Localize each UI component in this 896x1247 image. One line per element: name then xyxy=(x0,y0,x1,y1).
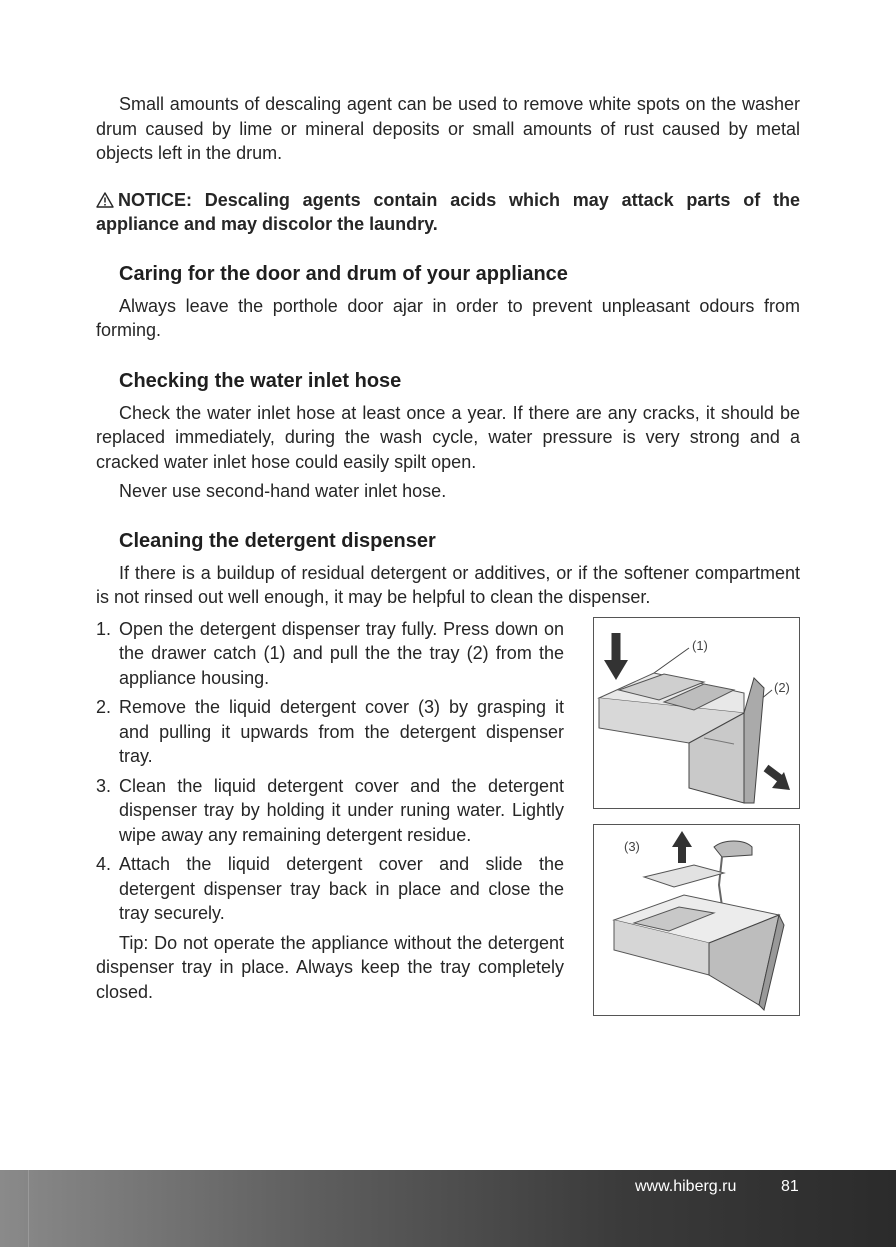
list-item xyxy=(96,617,564,691)
notice-text: NOTICE: Descaling agents contain acids which may attack parts of the appliance and may discolor the laundry. xyxy=(96,189,800,234)
notice-paragraph xyxy=(96,188,800,237)
list-item xyxy=(96,774,564,848)
list-item xyxy=(96,695,564,769)
steps-column xyxy=(96,617,564,1005)
warning-icon xyxy=(96,190,114,206)
step-text: Attach the liquid detergent cover and slide the detergent dispenser tray back in place and close the tray securely. xyxy=(119,854,564,923)
step-number: 2. xyxy=(96,697,112,717)
intro-paragraph: Small amounts of descaling agent can be used to remove white spots on the washer drum caused by lime or mineral deposits or small amounts of rust caused by metal objects left in the drum. xyxy=(96,94,800,163)
label-2: (2) xyxy=(774,679,790,695)
steps-section xyxy=(96,617,800,1005)
hose-text-1: Check the water inlet hose at least once a year. If there are any cracks, it should be replaced immediately, during the wash cycle, water pressure is very strong and a cracked water inlet hose could easily spilt open. xyxy=(96,402,800,472)
footer-divider xyxy=(28,1170,29,1247)
figure-open-dispenser xyxy=(593,617,800,809)
door-heading: Caring for the door and drum of your appliance xyxy=(119,262,568,285)
dispenser-heading: Cleaning the detergent dispenser xyxy=(119,529,436,552)
hose-heading: Checking the water inlet hose xyxy=(119,369,402,392)
dispenser-intro: If there is a buildup of residual detergent or additives, or if the softener compartment is not rinsed out well enough, it may be helpful to clean the dispenser. xyxy=(96,562,800,607)
step-number: 4. xyxy=(96,854,112,874)
steps-list xyxy=(96,617,564,926)
step-text: Open the detergent dispenser tray fully. Press down on the drawer catch (1) and pull the the tray (2) from the appliance housing. xyxy=(119,618,564,688)
page-number: 81 xyxy=(781,1178,799,1195)
step-number: 1. xyxy=(96,618,112,639)
page-content xyxy=(96,92,800,1004)
footer-website: www.hiberg.ru xyxy=(635,1178,737,1195)
list-item xyxy=(96,852,564,926)
step-number: 3. xyxy=(96,775,112,796)
hose-text-2: Never use second-hand water inlet hose. xyxy=(119,481,447,501)
tip-text: Tip: Do not operate the appliance without the detergent dispenser tray in place. Always keep the tray completely closed. xyxy=(96,932,564,1002)
footer-bar xyxy=(0,1170,896,1247)
step-text: Remove the liquid detergent cover (3) by grasping it and pulling it upwards from the detergent dispenser tray. xyxy=(119,697,564,766)
figure-remove-cover xyxy=(593,824,800,1016)
label-3: (3) xyxy=(624,838,640,854)
step-text: Clean the liquid detergent cover and the detergent dispenser tray by holding it under runing water. Lightly wipe away any remaining detergent residue. xyxy=(119,775,564,845)
label-1: (1) xyxy=(692,637,708,653)
door-text: Always leave the porthole door ajar in order to prevent unpleasant odours from forming. xyxy=(96,295,800,340)
